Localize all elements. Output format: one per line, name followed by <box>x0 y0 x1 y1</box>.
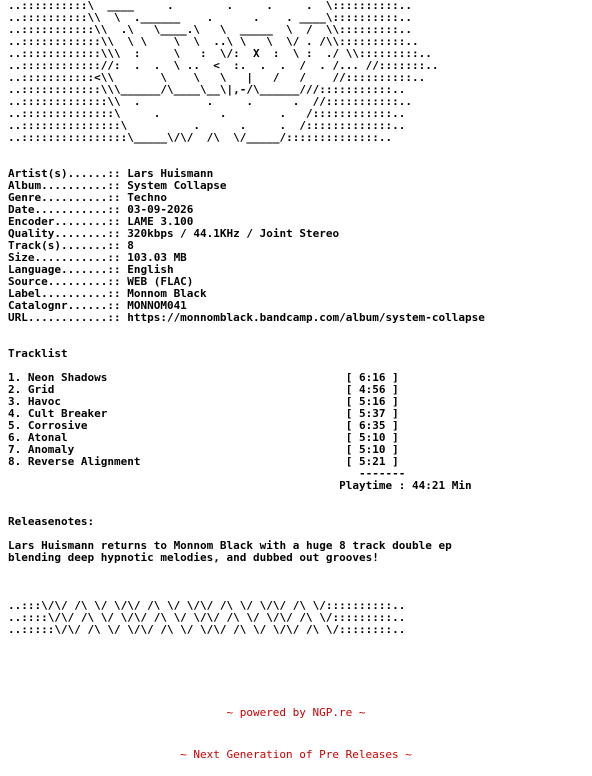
art-line: ..:::::::::::://: . . \ .. < :. . . / . /... //:::::::.. <box>8 59 439 72</box>
art-line: ..:::::::::::<\\ \ \ \ | / / //::::::::::.. <box>8 71 426 84</box>
art-line: ..::::::::::::::::\_____\/\/ /\ \/_____/::::::::::::::.. <box>8 131 393 144</box>
art-line: ..::::::::::\ ____ . . . . \::::::::::.. <box>8 0 412 12</box>
track-item: 5. Corrosive [ 6:35 ] <box>8 419 399 432</box>
info-date: Date...........:: 03-09-2026 <box>8 203 194 216</box>
track-item: 6. Atonal [ 5:10 ] <box>8 431 399 444</box>
art-line: ..::::::::::::\\\______/\____\__\|,-/\______///:::::::::::.. <box>8 83 406 96</box>
spacer <box>8 324 485 336</box>
total-playtime: Playtime : 44:21 Min <box>8 479 472 492</box>
releasenotes-text: blending deep hypnotic melodies, and dubbed out grooves! <box>8 551 379 564</box>
track-item: 4. Cult Breaker [ 5:37 ] <box>8 407 399 420</box>
info-genre: Genre..........:: Techno <box>8 191 167 204</box>
art-line: ..:::::::::::::::\ . . . /:::::::::::::.. <box>8 119 406 132</box>
tracklist-title: Tracklist <box>8 347 68 360</box>
spacer <box>8 492 485 504</box>
spacer <box>8 144 485 156</box>
art-line: ..:::::::::::::\\ . . . . //:::::::::::.. <box>8 95 412 108</box>
art-line: ..::::::::::::\\\ : \ : \/: X : \ : ./ \\:::::::::.. <box>8 47 432 60</box>
track-item: 7. Anomaly [ 5:10 ] <box>8 443 399 456</box>
releasenotes-title: Releasenotes: <box>8 515 95 528</box>
info-tracks: Track(s).......:: 8 <box>8 239 134 252</box>
release-info <box>8 168 485 324</box>
tracklist-rule: ------- <box>8 467 406 480</box>
track-item: 8. Reverse Alignment [ 5:21 ] <box>8 455 399 468</box>
info-label: Label..........:: Monnom Black <box>8 287 207 300</box>
nfo-document <box>8 0 485 636</box>
tracklist <box>8 348 485 492</box>
credit-line-2: ~ Next Generation of Pre Releases ~ <box>180 748 412 761</box>
art-line: ..:::::\/\/ /\ \/ \/\/ /\ \/ \/\/ /\ \/ \/\/ /\ \/::::::::.. <box>8 623 406 636</box>
release-notes <box>8 516 485 564</box>
spacer <box>8 576 485 588</box>
art-line: ..::::::::::\\ \ .______ . . . ____\::::::::::.. <box>8 11 412 24</box>
art-line: ..:::::::::::\\ .\ \____.\ \ _____ \ / \\:::::::::.. <box>8 23 412 36</box>
header-ascii-art <box>8 0 485 168</box>
art-line: ..::::\/\/ /\ \/ \/\/ /\ \/ \/\/ /\ \/ \/\/ /\ \/:::::::::.. <box>8 611 406 624</box>
info-size: Size...........:: 103.03 MB <box>8 251 187 264</box>
art-line: ..::::::::::::\\ \ \ \ \ ..\ \ \ \/ . /\\::::::::::.. <box>8 35 419 48</box>
art-line: ..:::\/\/ /\ \/ \/\/ /\ \/ \/\/ /\ \/ \/\/ /\ \/::::::::::.. <box>8 599 406 612</box>
info-source: Source.........:: WEB (FLAC) <box>8 275 194 288</box>
releasenotes-text: Lars Huismann returns to Monnom Black with a huge 8 track double ep <box>8 539 452 552</box>
track-item: 3. Havoc [ 5:16 ] <box>8 395 399 408</box>
art-line: ..::::::::::::::\ . . . /::::::::::::.. <box>8 107 406 120</box>
spacer <box>8 336 485 348</box>
info-encoder: Encoder........:: LAME 3.100 <box>8 215 194 228</box>
footer-ascii-art <box>8 600 485 636</box>
track-item: 1. Neon Shadows [ 6:16 ] <box>8 371 399 384</box>
info-artist: Artist(s)......:: Lars Huismann <box>8 167 214 180</box>
powered-by-credit <box>0 678 592 776</box>
spacer <box>8 564 485 576</box>
info-album: Album..........:: System Collapse <box>8 179 227 192</box>
info-url[interactable]: URL............:: https://monnomblack.bandcamp.com/album/system-collapse <box>8 311 485 324</box>
credit-line-1[interactable]: ~ powered by NGP.re ~ <box>226 706 366 719</box>
track-item: 2. Grid [ 4:56 ] <box>8 383 399 396</box>
info-catalognr: Catalognr......:: MONNOM041 <box>8 299 187 312</box>
info-quality: Quality........:: 320kbps / 44.1KHz / Joint Stereo <box>8 227 340 240</box>
info-language: Language.......:: English <box>8 263 174 276</box>
